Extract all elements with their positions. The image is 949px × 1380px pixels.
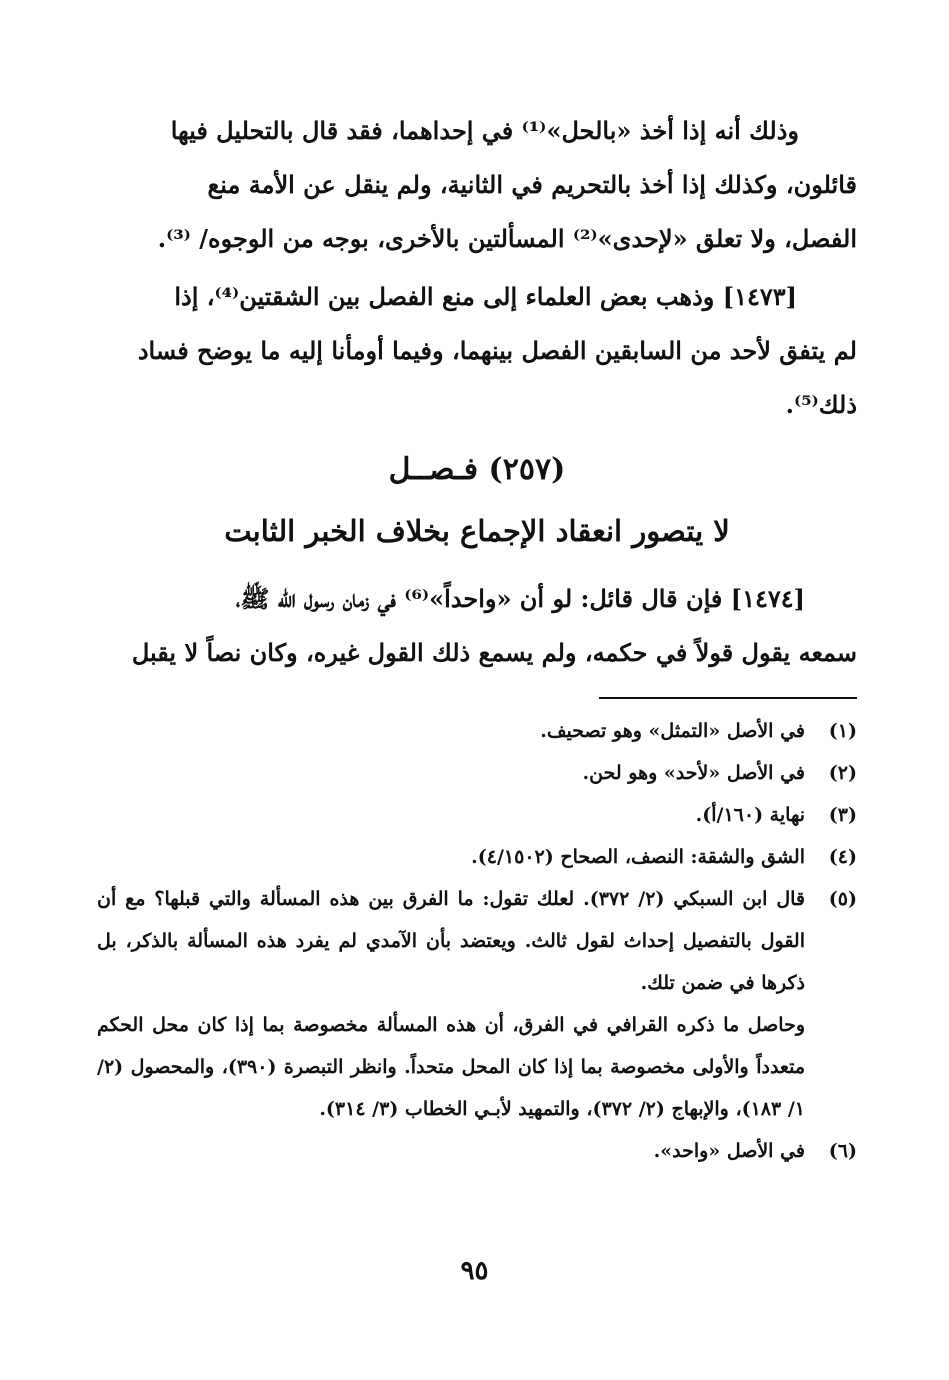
footnote-number: (١) <box>828 720 857 742</box>
footnote-number: (٢) <box>828 762 857 784</box>
paragraph-line: [١٤٧٤] فإن قال قائل: لو أن «واحداً»⁽⁶⁾ في زمان رسول الله ﷺ، <box>235 584 805 613</box>
paragraph-1473 <box>97 270 857 432</box>
paragraph-line: الفصل، ولا تعلق «لإحدى»⁽²⁾ المسألتين بالأخرى، بوجه من الوجوه/ ⁽³⁾. <box>157 224 857 253</box>
footnote-number: (٥) <box>828 888 857 910</box>
paragraph-line: لم يتفق لأحد من السابقين الفصل بينهما، وفيما أومأنا إليه ما يوضح فساد <box>137 336 857 365</box>
paragraph-1474 <box>97 572 857 680</box>
page-number: ٩٥ <box>460 1256 489 1286</box>
footnote-text: في الأصل «واحد». <box>653 1140 805 1162</box>
footnote-number: (٣) <box>828 804 857 826</box>
footnote-number: (٤) <box>828 846 857 868</box>
footnote-divider <box>599 697 857 699</box>
footnote-text: نهاية (١٦٠/أ). <box>695 804 805 826</box>
footnote-1 <box>97 710 857 752</box>
footnote-3 <box>97 794 857 836</box>
footnote-text: الشق والشقة: النصف، الصحاح (٤/١٥٠٢). <box>471 846 805 868</box>
section-number-heading: (٢٥٧) فـصــل <box>388 452 566 487</box>
paragraph-line: سمعه يقول قولاً في حكمه، ولم يسمع ذلك القول غيره، وكان نصاً لا يقبل <box>131 638 857 667</box>
footnote-4 <box>97 836 857 878</box>
footnotes <box>97 710 857 1172</box>
paragraph-1 <box>97 104 857 266</box>
paragraph-line: ذلك⁽⁵⁾. <box>785 390 857 419</box>
footnote-text: في الأصل «لأحد» وهو لحن. <box>582 762 805 784</box>
footnote-5 <box>97 878 857 1130</box>
footnote-number: (٦) <box>828 1140 857 1162</box>
footnote-text: وحاصل ما ذكره القرافي في الفرق، أن هذه المسألة مخصوصة بما إذا كان محل الحكم متعدداً والأولى مخصوصة بما إذا كان المحل متحداً. وانظر التبصرة (٣٩٠)، والمحصول (٢/ ١/ ١٨٣)، والإبهاج (٢/ ٣٧٢)، والتمهيد لأبـي الخطاب (٣/ ٣١٤). <box>97 1014 805 1120</box>
footnote-2 <box>97 752 857 794</box>
footnote-text: قال ابن السبكي (٢/ ٣٧٢). لعلك تقول: ما الفرق بين هذه المسألة والتي قبلها؟ مع أن القول بالتفصيل إحداث لقول ثالث. ويعتضد بأن الآمدي لم يفرد هذه المسألة بالذكر، بل ذكرها في ضمن تلك. <box>97 888 805 994</box>
paragraph-line: قائلون، وكذلك إذا أخذ بالتحريم في الثانية، ولم ينقل عن الأمة منع <box>207 170 857 199</box>
footnote-text: في الأصل «التمثل» وهو تصحيف. <box>540 720 805 742</box>
footnote-6 <box>97 1130 857 1172</box>
paragraph-line: وذلك أنه إذا أخذ «بالحل»⁽¹⁾ في إحداهما، فقد قال بالتحليل فيها <box>170 116 799 145</box>
paragraph-line: [١٤٧٣] وذهب بعض العلماء إلى منع الفصل بين الشقتين⁽⁴⁾، إذا <box>174 282 797 311</box>
section-title: لا يتصور انعقاد الإجماع بخلاف الخبر الثابت <box>224 514 730 548</box>
